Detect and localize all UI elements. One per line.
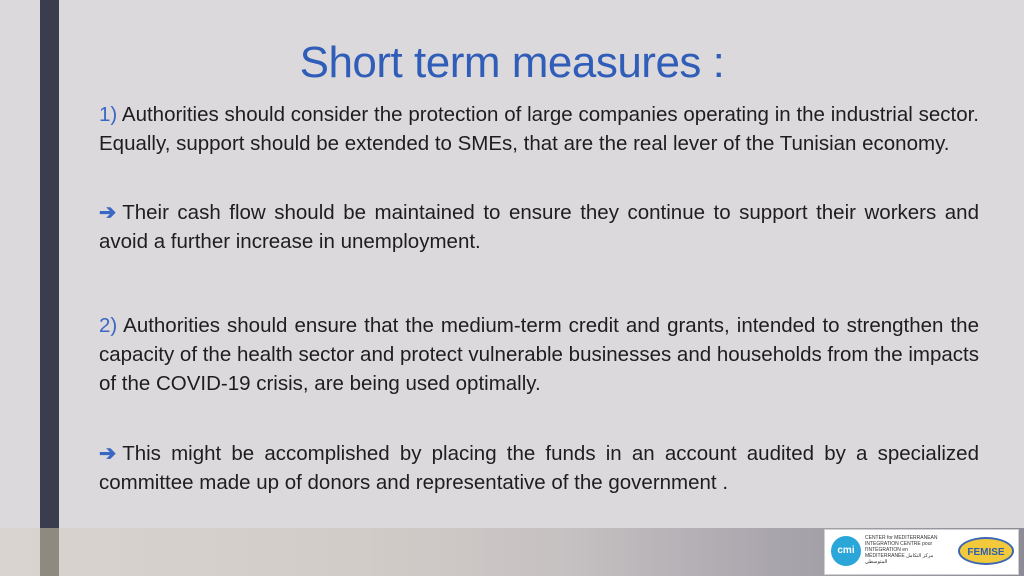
paragraph-2-arrow — [99, 439, 979, 497]
right-arrow-icon: ➔ — [99, 201, 117, 224]
cmi-logo-text: CENTER for MEDITERRANEAN INTEGRATION CENTRE pour l'INTÉGRATION en MÉDITERRANÉE مركز التكامل المتوسطي — [865, 535, 938, 565]
paragraph-2-number: 2) — [99, 314, 118, 337]
paragraph-2-text: Authorities should ensure that the medium-term credit and grants, intended to strengthen the capacity of the health sector and protect vulnerable businesses and households from the impacts of the COVID-19 crisis, are being used optimally. — [99, 314, 979, 395]
paragraph-2 — [99, 311, 979, 398]
slide-title: Short term measures : — [299, 38, 725, 87]
footer-stub — [40, 528, 59, 576]
partner-logos — [824, 529, 1019, 575]
right-arrow-icon: ➔ — [99, 442, 117, 465]
paragraph-1-arrow — [99, 198, 979, 256]
paragraph-1-number: 1) — [99, 103, 118, 126]
paragraph-2-arrow-text: This might be accomplished by placing the funds in an account audited by a specialized committee made up of donors and representative of the government . — [99, 442, 979, 494]
cmi-logo: cmi — [831, 536, 861, 566]
paragraph-1-arrow-text: Their cash flow should be maintained to ensure they continue to support their workers and avoid a further increase in unemployment. — [99, 201, 979, 253]
paragraph-1 — [99, 100, 979, 158]
paragraph-1-text: Authorities should consider the protection of large companies operating in the industrial sector. Equally, support should be extended to SMEs, that are the real lever of the Tunisian economy. — [99, 103, 979, 155]
femise-logo: FEMISE — [958, 537, 1014, 565]
